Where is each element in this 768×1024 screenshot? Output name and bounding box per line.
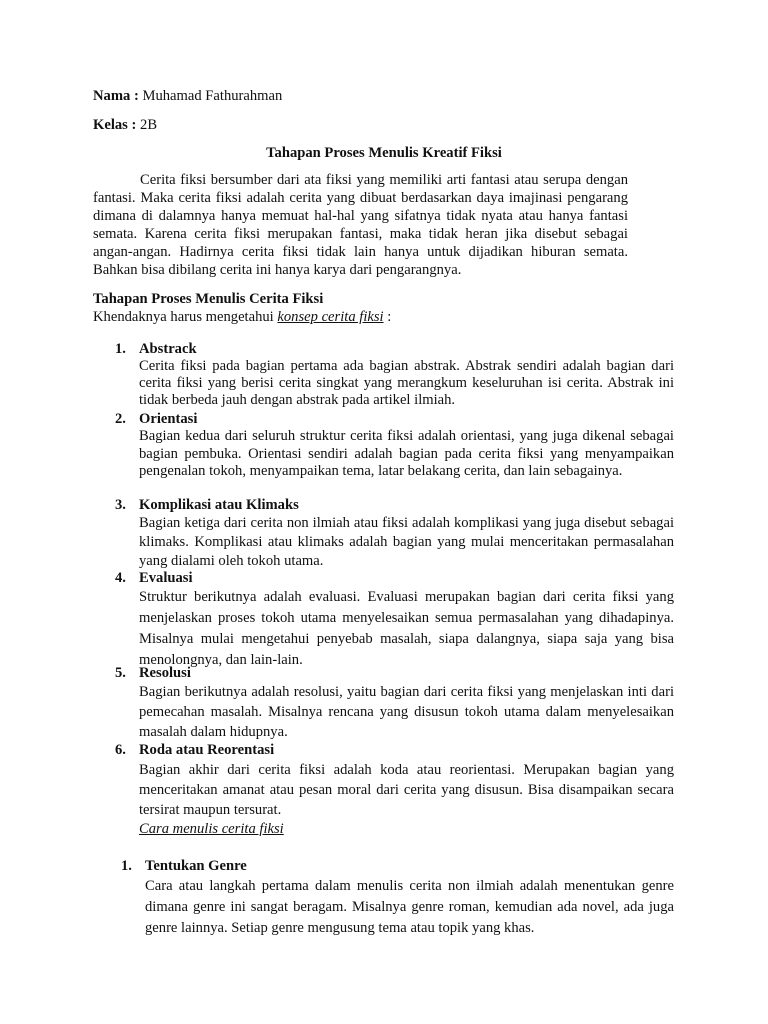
item-title: Abstrack	[139, 341, 197, 357]
class-value: 2B	[140, 117, 158, 133]
intro-paragraph: Cerita fiksi bersumber dari ata fiksi yang memiliki arti fantasi atau serupa dengan fantasi. Maka cerita fiksi adalah cerita yang dibuat berdasarkan daya imajinasi pengarang dimana di dalamnya hanya memuat hal-hal yang sifatnya tidak nyata atau hanya fantasi semata. Karena cerita fiksi merupakan fantasi, maka tidak heran jika disebut sebagai angan-angan. Hadirnya cerita fiksi tidak lain hanya untuk dijadikan hiburan semata. Bahkan bisa dibilang cerita ini hanya karya dari pengarangnya.	[93, 172, 628, 278]
item-number: 3.	[115, 497, 126, 513]
genre-text: Cara atau langkah pertama dalam menulis cerita non ilmiah adalah menentukan genre dimana genre ini sangat beragam. Misalnya genre roman, kemudian ada novel, ada juga genre lainnya. Setiap genre mengusung tema atau topik yang khas.	[145, 878, 674, 936]
item-text: Bagian kedua dari seluruh struktur cerita fiksi adalah orientasi, yang juga dikenal sebagai bagian pembuka. Orientasi sendiri adalah bagian pada cerita fiksi yang menyampaikan pengenalan tokoh, menyampaikan tema, latar belakang cerita, dan lain sebagainya.	[139, 428, 674, 479]
item-text: Bagian ketiga dari cerita non ilmiah atau fiksi adalah komplikasi yang juga disebut sebagai klimaks. Komplikasi atau klimaks adalah bagian yang mulai menceritakan permasalahan yang dialami oleh tokoh utama.	[139, 515, 674, 569]
item-title: Evaluasi	[139, 570, 193, 586]
item-text: Struktur berikutnya adalah evaluasi. Evaluasi merupakan bagian dari cerita fiksi yang menjelaskan proses tokoh utama menyelesaikan semua permasalahan yang dihadapinya. Misalnya mulai mengetahui penyebab masalah, siapa dalangnya, siapa saja yang bisa menolongnya, dan lain-lain.	[139, 589, 674, 668]
section-lead-prefix: Khendaknya harus mengetahui	[93, 309, 274, 325]
name-value: Muhamad Fathurahman	[142, 88, 283, 104]
item-text: Bagian akhir dari cerita fiksi adalah koda atau reorientasi. Merupakan bagian yang menceritakan amanat atau pesan moral dari cerita yang disusun. Bisa disampaikan secara tersirat maupun tersurat.	[139, 762, 674, 818]
class-label: Kelas :	[93, 117, 137, 133]
genre-number: 1.	[121, 858, 132, 874]
genre-title: Tentukan Genre	[145, 858, 247, 874]
section-heading: Tahapan Proses Menulis Cerita Fiksi	[93, 291, 324, 307]
name-label: Nama :	[93, 88, 139, 104]
item-text: Cerita fiksi pada bagian pertama ada bagian abstrak. Abstrak sendiri adalah bagian dari cerita fiksi yang berisi cerita singkat yang merangkum keseluruhan isi cerita. Abstrak ini tidak berbeda jauh dengan abstrak pada artikel ilmiah.	[139, 358, 674, 408]
item-number: 6.	[115, 742, 126, 758]
document-title: Tahapan Proses Menulis Kreatif Fiksi	[266, 145, 502, 161]
item-title: Orientasi	[139, 411, 198, 427]
section-lead	[93, 308, 391, 326]
class-line	[93, 116, 157, 134]
item-title: Komplikasi atau Klimaks	[139, 497, 299, 513]
section-lead-suffix: :	[387, 309, 392, 325]
item-number: 2.	[115, 411, 126, 427]
name-line	[93, 87, 282, 105]
item-title: Resolusi	[139, 665, 191, 681]
item-number: 5.	[115, 665, 126, 681]
concept-link[interactable]: konsep cerita fiksi	[277, 309, 384, 325]
cara-menulis-link[interactable]: Cara menulis cerita fiksi	[139, 821, 284, 837]
item-number: 1.	[115, 341, 126, 357]
item-title: Roda atau Reorentasi	[139, 742, 275, 758]
item-number: 4.	[115, 570, 126, 586]
item-text: Bagian berikutnya adalah resolusi, yaitu bagian dari cerita fiksi yang menjelaskan inti dari pemecahan masalah. Misalnya rencana yang disusun tokoh utama dalam menyelesaikan masalah dalam hidupnya.	[139, 684, 674, 740]
